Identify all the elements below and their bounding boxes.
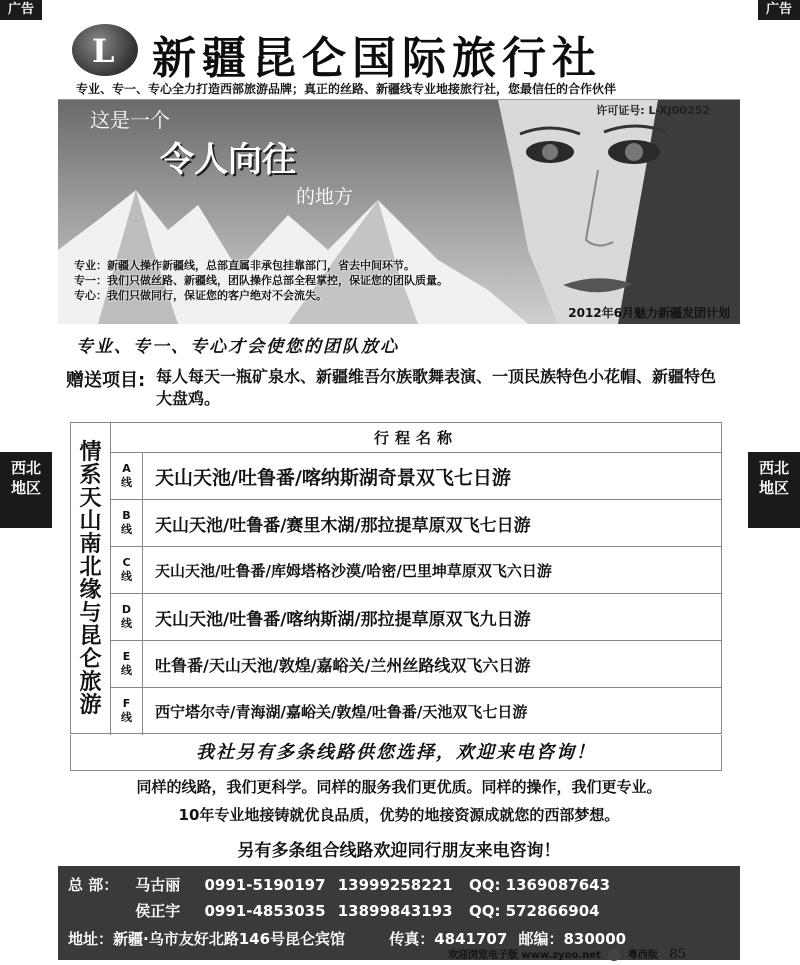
region-tab-left [0, 452, 52, 528]
tour-plan-title: 2012年6月魅力新疆发团计划 [568, 306, 730, 320]
hero-headline-1: 这是一个 [90, 108, 170, 132]
gifts-text: 每人每天一瓶矿泉水、新疆维吾尔族歌舞表演、一顶民族特色小花帽、新疆特色大盘鸡。 [156, 367, 717, 408]
route-row [111, 547, 721, 594]
routes-header: 行程名称 [111, 423, 721, 453]
vertical-char: 系 [79, 462, 102, 488]
contact-qq: QQ: 1369087643 [468, 876, 611, 894]
route-name: 西宁塔尔寺/青海湖/嘉峪关/敦煌/吐鲁番/天池双飞七日游 [155, 703, 528, 721]
vertical-char: 缘 [79, 577, 102, 603]
region-tab-right [748, 452, 800, 528]
hero-headline-3: 的地方 [296, 186, 354, 208]
company-name: 新疆昆仑国际旅行社 [152, 33, 602, 84]
routes-table [70, 422, 722, 734]
contact-row [68, 900, 600, 921]
routes-vertical-title [71, 423, 111, 735]
logo-letter: L [92, 32, 115, 70]
contact-fax: 传真：4841707 [389, 930, 508, 948]
vertical-char: 情 [79, 439, 102, 465]
vertical-char: 山 [79, 508, 102, 534]
hero-banner [58, 100, 740, 324]
route-code: B 线 [111, 500, 143, 546]
contact-postcode: 邮编：830000 [518, 930, 627, 948]
region-tab-line: 地区 [758, 479, 789, 497]
more-routes-note: 我社另有多条线路供您选择，欢迎来电咨询！ [70, 735, 722, 771]
vertical-char: 昆 [79, 623, 102, 649]
region-tab-line: 地区 [10, 479, 41, 497]
license-number: 许可证号: L-XJ00252 [596, 104, 710, 117]
page-number: 85 [669, 947, 686, 962]
motto: 专业、专一、专心才会使您的团队放心 [76, 337, 399, 357]
route-code: D 线 [111, 594, 143, 640]
service-points [74, 258, 448, 303]
route-row [111, 594, 721, 641]
vertical-char: 游 [79, 692, 102, 718]
route-row [111, 500, 721, 547]
company-logo [72, 24, 138, 76]
ad-label-right: 广告 [758, 0, 800, 20]
service-point: 专业：新疆人操作新疆线，总部直属非承包挂靠部门，省去中间环节。 [74, 259, 415, 272]
route-row [111, 453, 721, 500]
contact-row [68, 874, 610, 895]
route-name: 天山天池/吐鲁番/喀纳斯湖奇景双飞七日游 [155, 466, 511, 489]
ad-header [58, 18, 740, 100]
contact-mobile: 13999258221 [337, 876, 453, 894]
ad-label-left: 广告 [0, 0, 42, 20]
footer-edition: 粤西版 [627, 950, 658, 961]
promo-line-1: 同样的线路，我们更科学。同样的服务我们更优质。同样的操作，我们更专业。 [136, 778, 662, 796]
iris-left [542, 144, 558, 160]
service-point: 专心：我们只做同行，保证您的客户绝对不会流失。 [74, 289, 327, 302]
vertical-char: 南 [79, 531, 102, 557]
route-code: F 线 [111, 688, 143, 735]
route-code: E 线 [111, 641, 143, 687]
route-name: 天山天池/吐鲁番/赛里木湖/那拉提草原双飞七日游 [155, 515, 531, 536]
footer-edition-icon [608, 949, 620, 961]
contact-qq: QQ: 572866904 [468, 902, 600, 920]
region-tab-line: 西北 [758, 459, 789, 477]
vertical-char: 天 [79, 485, 102, 511]
vertical-char: 仑 [79, 646, 102, 672]
route-name: 吐鲁番/天山天池/敦煌/嘉峪关/兰州丝路线双飞六日游 [155, 655, 531, 675]
advertisement [58, 18, 740, 964]
gifts-label: 赠送项目: [66, 370, 146, 391]
route-code: A 线 [111, 453, 143, 499]
contact-person: 侯正宇 [135, 902, 181, 920]
service-point: 专一：我们只做丝路、新疆线，团队操作总部全程掌控，保证您的团队质量。 [74, 274, 448, 287]
footer-browse: 欢迎浏览电子版 www.zyoo.net [448, 950, 601, 961]
region-tab-line: 西北 [10, 459, 41, 477]
route-code: C 线 [111, 547, 143, 593]
contact-mobile: 13899843193 [337, 902, 453, 920]
promo-line-2: 10年专业地接铸就优良品质，优势的地接资源成就您的西部梦想。 [178, 806, 620, 824]
page-footer [448, 946, 686, 962]
route-row [111, 641, 721, 688]
contact-phone: 0991-4853035 [204, 902, 326, 920]
hero-headline-2: 令人向往 [160, 140, 296, 180]
hq-label: 总 部： [68, 876, 119, 894]
iris-right [625, 143, 643, 161]
promo-line-3: 另有多条组合线路欢迎同行朋友来电咨询！ [237, 841, 561, 861]
vertical-char: 旅 [79, 669, 102, 695]
route-row [111, 688, 721, 735]
vertical-char: 与 [79, 600, 102, 626]
contact-address: 地址：新疆·乌市友好北路146号昆仑宾馆 [68, 930, 346, 948]
route-name: 天山天池/吐鲁番/喀纳斯湖/那拉提草原双飞九日游 [155, 609, 531, 630]
company-slogan: 专业、专一、专心全力打造西部旅游品牌；真正的丝路、新疆线专业地接旅行社，您最信任的合作伙伴 [76, 82, 617, 96]
contact-phone: 0991-5190197 [204, 876, 326, 894]
route-name: 天山天池/吐鲁番/库姆塔格沙漠/哈密/巴里坤草原双飞六日游 [155, 561, 552, 580]
vertical-char: 北 [79, 554, 102, 580]
contact-person: 马古丽 [135, 876, 181, 894]
